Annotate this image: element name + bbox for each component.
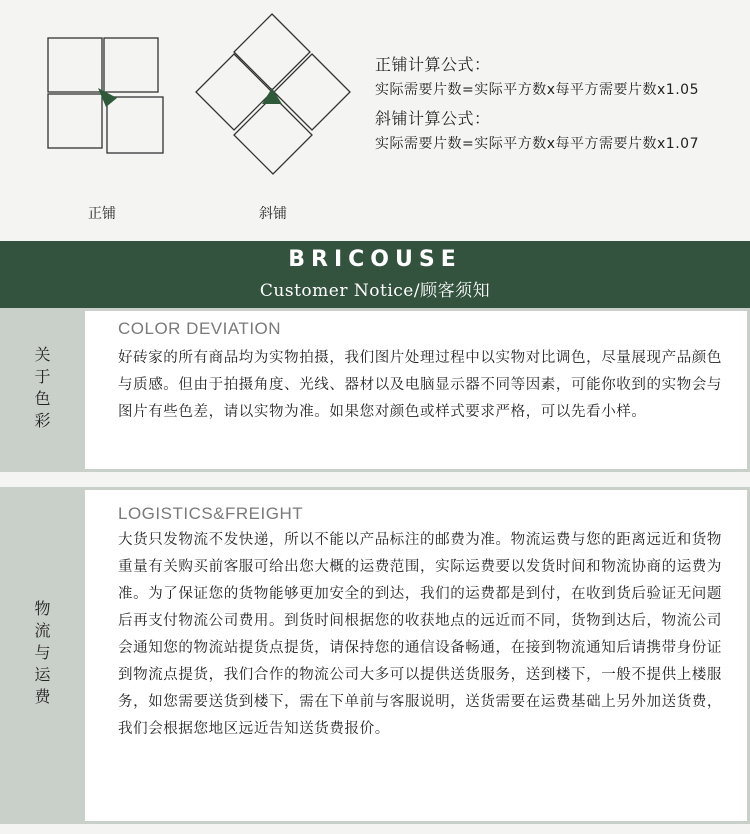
section-side-panel bbox=[0, 308, 85, 472]
color-deviation-section bbox=[0, 308, 750, 472]
notice-banner bbox=[0, 241, 750, 308]
section-heading: COLOR DEVIATION bbox=[118, 319, 282, 338]
straight-tiling-label: 正铺 bbox=[88, 206, 116, 222]
straight-tiling-diagram bbox=[40, 30, 170, 160]
straight-formula-text: 实际需要片数=实际平方数x每平方需要片数x1.05 bbox=[375, 82, 699, 98]
tiling-section bbox=[0, 0, 750, 240]
section-body: 好砖家的所有商品均为实物拍摄，我们图片处理过程中以实物对比调色，尽量展现产品颜色与质感。但由于拍摄角度、光线、器材以及电脑显示器不同等因素，可能你收到的实物会与图片有些色差，请以实物为准。如果您对颜色或样式要求严格，可以先看小样。 bbox=[118, 350, 722, 420]
logistics-section bbox=[0, 487, 750, 824]
diagonal-formula-title: 斜铺计算公式： bbox=[375, 109, 491, 128]
section-card bbox=[85, 490, 747, 821]
diagonal-formula-block bbox=[375, 106, 699, 153]
section-heading: LOGISTICS&FREIGHT bbox=[118, 504, 304, 523]
straight-formula-block bbox=[375, 52, 699, 99]
section-body: 大货只发物流不发快递，所以不能以产品标注的邮费为准。物流运费与您的距离远近和货物重量有关购买前客服可给出您大概的运费范围，实际运费要以发货时间和物流协商的运费为准。为了保证您的货物能够更加安全的到达，我们的运费都是到付，在收到货后验证无问题后再支付物流公司费用。到货时间根据您的收获地点的远近而不同，货物到达后，物流公司会通知您的物流站提货点提货，请保持您的通信设备畅通，在接到物流通知后请携带身份证到物流点提货，我们合作的物流公司大多可以提供送货服务，送到楼下，一般不提供上楼服务，如您需要送货到楼下，需在下单前与客服说明，送货需要在运费基础上另外加送货费，我们会根据您地区远近告知送货费报价。 bbox=[118, 532, 722, 737]
diagonal-tiling-label: 斜铺 bbox=[259, 206, 287, 222]
diagonal-tiling-diagram bbox=[190, 10, 360, 180]
straight-formula-title: 正铺计算公式： bbox=[375, 55, 491, 74]
diagonal-formula-text: 实际需要片数=实际平方数x每平方需要片数x1.07 bbox=[375, 136, 699, 152]
section-side-title: 物 流 与 运 费 bbox=[34, 599, 51, 706]
brand-logo: BRICOUSE bbox=[288, 247, 462, 272]
section-side-panel bbox=[0, 487, 85, 824]
section-side-title: 关 于 色 彩 bbox=[34, 345, 51, 430]
banner-subtitle: Customer Notice/顾客须知 bbox=[259, 281, 491, 301]
section-card bbox=[85, 311, 747, 469]
